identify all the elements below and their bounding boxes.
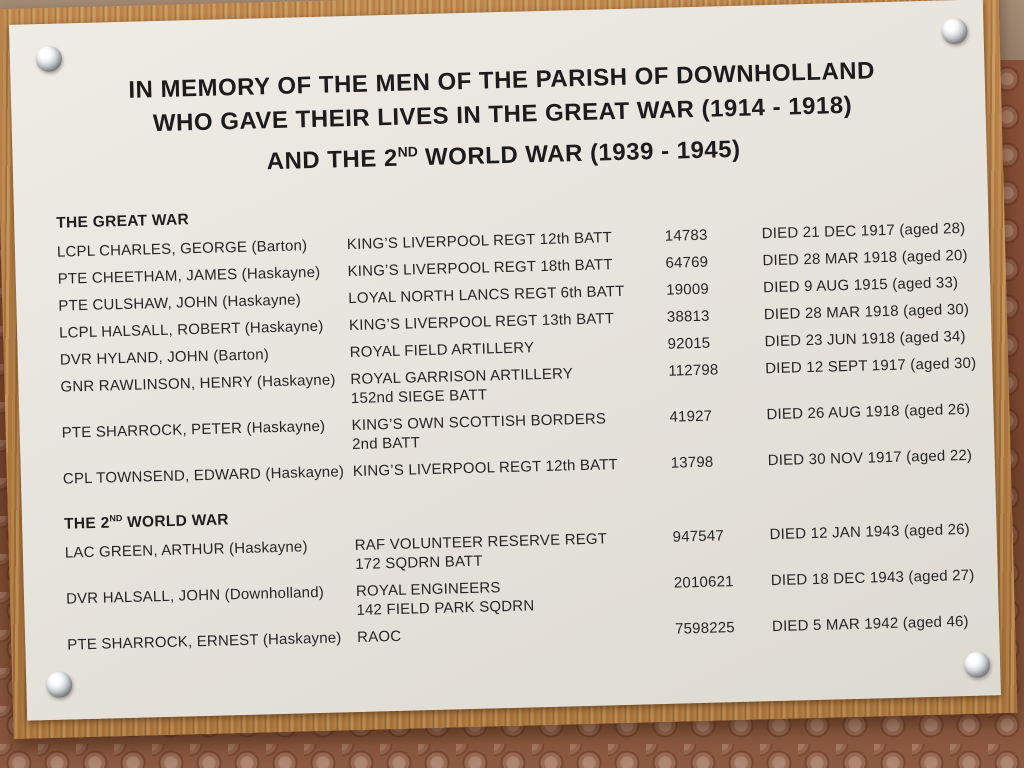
entry-died: DIED 12 SEPT 1917 (aged 30) (765, 354, 977, 378)
entry-died: DIED 18 DEC 1943 (aged 27) (770, 566, 975, 590)
entry-service-number: 64769 (665, 253, 709, 272)
screw-bottom-right-icon (964, 651, 991, 678)
entry-regiment-line1: RAOC (356, 627, 402, 647)
entry-name: PTE SHARROCK, PETER (Haskayne) (61, 417, 326, 442)
entry-regiment-line2: 2nd BATT (351, 434, 421, 454)
entry-died: DIED 28 MAR 1918 (aged 30) (763, 300, 970, 324)
ww2-header-suffix: WORLD WAR (122, 511, 230, 532)
title-line-3-ordinal: ND (397, 143, 418, 160)
title-line-3-prefix: AND THE 2 (266, 144, 399, 176)
entry-service-number: 38813 (666, 307, 710, 326)
ww2-section (63, 491, 975, 655)
entry-regiment-line1: ROYAL FIELD ARTILLERY (349, 339, 535, 362)
entry-regiment-line2: 152nd SIEGE BATT (350, 386, 488, 408)
entry-regiment (347, 227, 665, 254)
entry-name: DVR HALSALL, JOHN (Downholland) (65, 584, 325, 608)
entry-regiment (347, 254, 665, 281)
entry-died: DIED 23 JUN 1918 (aged 34) (764, 327, 966, 351)
great-war-header: THE GREAT WAR (56, 211, 190, 232)
entry-regiment-line1: ROYAL GARRISON ARTILLERY (350, 365, 574, 389)
entry-died: DIED 30 NOV 1917 (aged 22) (767, 446, 973, 470)
entry-name: GNR RAWLINSON, HENRY (Haskayne) (60, 371, 336, 396)
entry-regiment (349, 335, 667, 362)
entry-regiment (348, 281, 666, 308)
entry-service-number: 92015 (667, 334, 711, 353)
entry-regiment (356, 574, 675, 620)
entry-regiment (353, 454, 671, 481)
entry-name: LCPL HALSALL, ROBERT (Haskayne) (58, 317, 324, 342)
entry-name: PTE CHEETHAM, JAMES (Haskayne) (57, 263, 321, 288)
entry-died: DIED 21 DEC 1917 (aged 28) (761, 219, 966, 243)
title-line-2: WHO GAVE THEIR LIVES IN THE GREAT WAR (1914 - 1918) (152, 91, 853, 138)
memorial-title (52, 52, 953, 184)
entry-regiment-line1: KING’S LIVERPOOL REGT 18th BATT (347, 256, 613, 281)
entry-died: DIED 5 MAR 1942 (aged 46) (771, 613, 969, 636)
entry-regiment-line1: KING’S LIVERPOOL REGT 12th BATT (352, 456, 619, 481)
entry-regiment (355, 528, 674, 574)
entry-regiment-line2: 142 FIELD PARK SQDRN (356, 597, 535, 620)
screw-bottom-left-icon (46, 671, 73, 698)
entry-service-number: 14783 (664, 226, 708, 245)
entry-regiment-line1: RAF VOLUNTEER RESERVE REGT (354, 530, 608, 555)
entry-service-number: 13798 (670, 453, 714, 472)
entry-regiment-line1: ROYAL ENGINEERS (355, 579, 501, 601)
ww2-header-ordinal: ND (109, 513, 123, 524)
title-line-3-suffix: WORLD WAR (1939 - 1945) (417, 135, 741, 172)
entry-died: DIED 12 JAN 1943 (aged 26) (769, 521, 971, 544)
entry-died: DIED 28 MAR 1918 (aged 20) (762, 246, 968, 270)
entry-died: DIED 9 AUG 1915 (aged 33) (762, 274, 959, 297)
memorial-plaque (9, 0, 1001, 721)
entry-service-number: 112798 (668, 361, 719, 380)
entry-regiment (350, 362, 669, 408)
entry-regiment-line1: KING’S LIVERPOOL REGT 12th BATT (346, 229, 613, 254)
entry-regiment-line1: KING’S OWN SCOTTISH BORDERS (351, 410, 607, 435)
great-war-section (56, 191, 977, 488)
entry-regiment-line2: 172 SQDRN BATT (355, 552, 484, 574)
title-line-1: IN MEMORY OF THE MEN OF THE PARISH OF DOWNHOLLAND (128, 57, 876, 104)
entry-regiment (357, 620, 675, 647)
ww2-header-prefix: THE 2 (63, 514, 110, 533)
entry-regiment-line1: LOYAL NORTH LANCS REGT 6th BATT (348, 282, 625, 308)
entry-service-number: 19009 (665, 280, 710, 299)
entry-died: DIED 26 AUG 1918 (aged 26) (766, 400, 971, 424)
entry-service-number: 41927 (669, 407, 713, 426)
entry-regiment (349, 308, 667, 335)
entry-name: PTE CULSHAW, JOHN (Haskayne) (58, 291, 302, 315)
entry-regiment (351, 408, 670, 454)
entry-service-number: 7598225 (674, 619, 736, 638)
entry-name: LAC GREEN, ARTHUR (Haskayne) (64, 538, 308, 562)
entry-service-number: 2010621 (673, 573, 734, 592)
plaque-content (9, 0, 999, 656)
entry-service-number: 947547 (672, 527, 725, 546)
entry-regiment-line1: KING’S LIVERPOOL REGT 13th BATT (348, 310, 615, 335)
entry-name: DVR HYLAND, JOHN (Barton) (59, 346, 270, 369)
entry-name: CPL TOWNSEND, EDWARD (Haskayne) (62, 463, 345, 488)
entry-name: PTE SHARROCK, ERNEST (Haskayne) (67, 629, 342, 654)
entry-name: LCPL CHARLES, GEORGE (Barton) (56, 237, 308, 261)
